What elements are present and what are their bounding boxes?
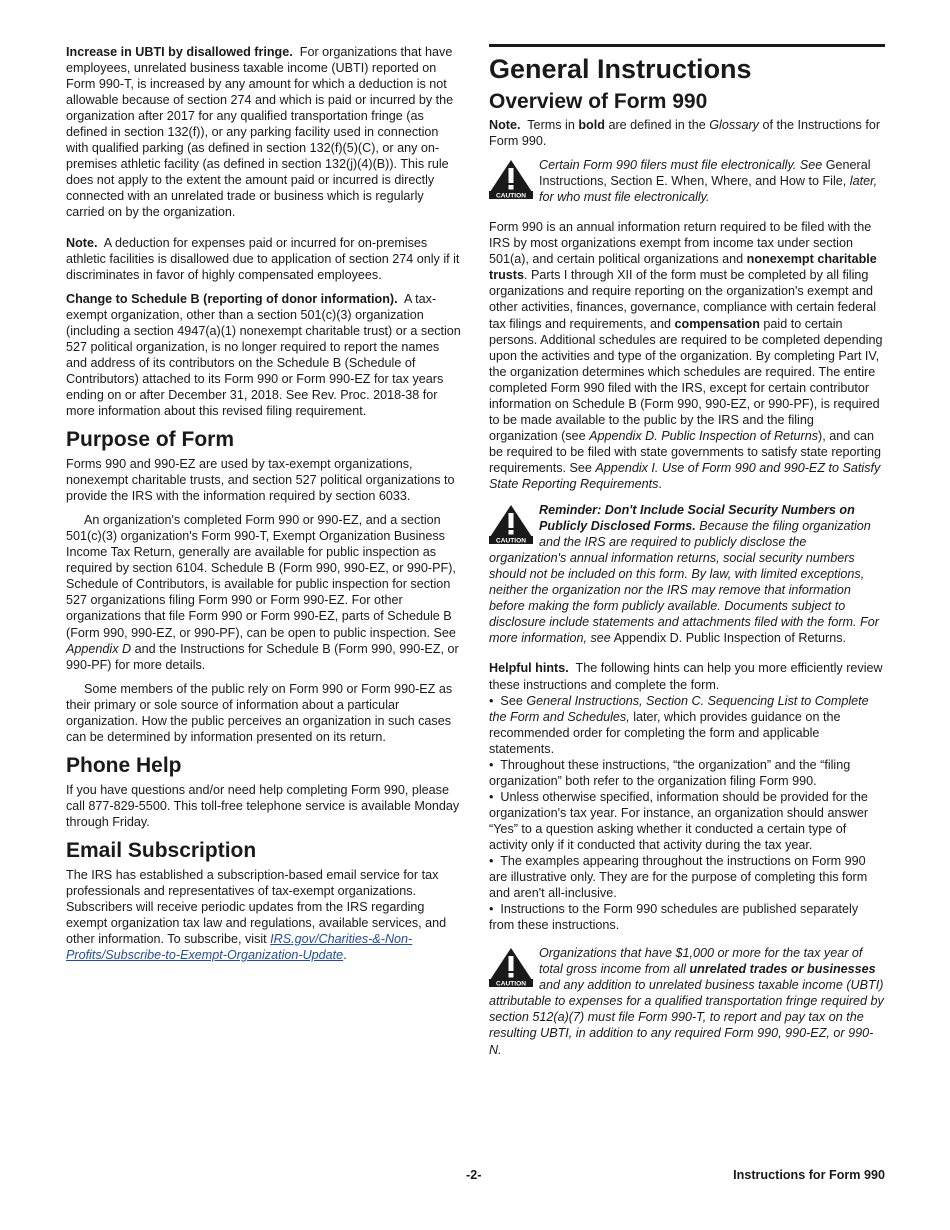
- caution-icon: [489, 159, 533, 199]
- ubti-paragraph: [66, 44, 462, 221]
- page-number: -2-: [466, 1168, 482, 1182]
- left-column: [66, 44, 462, 971]
- purpose-p2: An organization's completed Form 990 or 990-EZ, and a section 501(c)(3) organization's Form 990-T, Exempt Organization Business Income Tax Return, generally are available for public inspection as required by section 6104. Schedule B (Form 990, 990-EZ, or 990-PF), Schedule of Contributors, is available for public inspection for section 527 organizations filing Form 990 or Form 990-EZ. For other organizations that file Form 990 or Form 990-EZ, parts of Schedule B (Form 990, 990-EZ, or 990-PF), can be open to public inspection. See Appendix D and the Instructions for Schedule B (Form 990, 990-EZ, or 990-PF) for more details.: [66, 513, 459, 672]
- ubti-body: For organizations that have employees, unrelated business taxable income (UBTI) reported on Form 990-T, is increased by any amount for which a deduction is not allowable because of section 274 and which is paid or incurred by the organization after 2017 for any qualified transportation fringe (as defined in section 132(f)), or any parking facility used in connection with qualified parking (as defined in section 132(f)(5)(C), or any on-premises athletic facility (as defined in section 132(j)(4)(B)). This rule does not apply to the extent the amount paid or incurred is directly connected with an unrelated trade or business which is regularly carried on by the organization.: [66, 45, 454, 220]
- overview-heading: Overview of Form 990: [489, 90, 708, 113]
- hint-bullet: • The examples appearing throughout the instructions on Form 990 are illustrative only. They are for the purpose of completing this form and aren't all-inclusive.: [489, 854, 868, 901]
- purpose-p3: Some members of the public rely on Form 990 or Form 990-EZ as their primary or sole source of information about a particular organization. How the public perceives an organization in such cases can be determined by information presented on its return.: [66, 681, 453, 744]
- hint-bullet: • Throughout these instructions, “the organization” and the “filing organization” both refer to the organization filing Form 990.: [489, 757, 851, 788]
- phone-heading: Phone Help: [66, 753, 182, 777]
- note-body: A deduction for expenses paid or incurred for on-premises athletic facilities is disallowed due to application of section 274 only if it discriminates in favor of highly compensated employees.: [66, 235, 460, 282]
- schedule-b-body: A tax-exempt organization, other than a section 501(c)(3) organization (including a section 4947(a)(1) nonexempt charitable trust) or a section 527 political organization, is no longer required to report the names and address of its contributors on the Schedule B (Schedule of Contributors) attached to its Form 990 or Form 990-EZ for tax years ending on or after December 31, 2018. See Rev. Proc. 2018-38 for more information about this revised filing requirement.: [66, 291, 461, 418]
- caution-ssn-reminder: CAUTION Reminder: Don't Include Social Security Numbers on Publicly Disclosed Forms. Because the filing organization and the IRS are required to publicly disclose the organization's annual information returns, social security numbers should not be included on this form. By law, with limited exceptions, neither the organization nor the IRS may remove that information before making the form publicly available. Documents subject to disclosure include statements and attachments filed with the form. For more information, see Appendix D. Public Inspection of Returns.: [489, 503, 879, 646]
- ubti-lead: Increase in UBTI by disallowed fringe.: [66, 45, 293, 59]
- overview-note: Note. Terms in bold are defined in the Glossary of the Instructions for Form 990.: [489, 118, 881, 149]
- general-instructions-title: General Instructions: [489, 54, 752, 84]
- email-heading: Email Subscription: [66, 838, 257, 862]
- svg-text:CAUTION: CAUTION: [495, 537, 527, 545]
- hint-bullet: • Instructions to the Form 990 schedules are published separately from these instructions.: [489, 902, 859, 933]
- caution-ubti-filing: CAUTION Organizations that have $1,000 or more for the tax year of total gross income from all unrelated trades or businesses and any addition to unrelated business taxable income (UBTI) attributable to expenses for a qualified transportation fringe required by section 512(a)(7) must file Form 990-T, to report and pay tax on the resulting UBTI, in addition to any required Form 990, 990-EZ, or 990-N.: [489, 946, 884, 1057]
- schedule-b-paragraph: [66, 291, 462, 419]
- svg-text:CAUTION: CAUTION: [495, 192, 527, 200]
- caution-icon: [489, 947, 533, 987]
- subscribe-link[interactable]: IRS.gov/Charities-&-Non-Profits/Subscribe-to-Exempt-Organization-Update: [66, 932, 413, 963]
- hint-bullet: • See General Instructions, Section C. Sequencing List to Complete the Form and Schedules, later, which provides guidance on the recommended order for completing the form and applicable statements.: [489, 693, 869, 756]
- schedule-b-lead: Change to Schedule B (reporting of donor information).: [66, 291, 398, 306]
- note-paragraph: [66, 235, 462, 283]
- overview-main-paragraph: Form 990 is an annual information return required to be filed with the IRS by most organizations exempt from income tax under section 501(a), and certain political organizations and nonexempt charitable trusts. Parts I through XII of the form must be completed by all filing organizations and require reporting on the organization's exempt and other activities, finances, governance, compliance with certain federal tax filings and requirements, and compensation paid to certain persons. Additional schedules are required to be completed depending upon the activities and type of the organization. By completing Part IV, the organization determines which schedules are required. The entire completed Form 990 filed with the IRS, except for certain contributor information on Schedule B (Form 990, 990-EZ, or 990-PF), is required to be made available to the public by the IRS and the filing organization (see Appendix D. Public Inspection of Returns), and can be required to be filed with state governments to satisfy state reporting requirements. See Appendix I. Use of Form 990 and 990-EZ to Satisfy State Reporting Requirements.: [489, 220, 883, 491]
- caution-electronic-filing: CAUTION Certain Form 990 filers must file electronically. See General Instructions, Section E. When, Where, and How to File, later, for who must file electronically.: [489, 157, 885, 205]
- hint-bullet: • Unless otherwise specified, information should be provided for the organization's tax year. For instance, an organization should answer “Yes” to a question asking whether it conducted a certain type of activity only if it conducted that activity during the tax year.: [489, 789, 869, 852]
- email-body: The IRS has established a subscription-based email service for tax professionals and representatives of tax-exempt organizations. Subscribers will receive periodic updates from the IRS regarding exempt organization tax law and regulations, available services, and other information. To subscribe, visit IRS.gov/Charities-&-Non-Profits/Subscribe-to-Exempt-Organization-Update.: [66, 867, 447, 963]
- footer-form-title: Instructions for Form 990: [733, 1168, 885, 1182]
- purpose-p1: Forms 990 and 990-EZ are used by tax-exempt organizations, nonexempt charitable trusts, and section 527 political organizations to provide the IRS with the information required by section 6033.: [66, 457, 455, 504]
- phone-body: If you have questions and/or need help completing Form 990, please call 877-829-5500. This toll-free telephone service is available Monday through Friday.: [66, 782, 460, 829]
- svg-text:CAUTION: CAUTION: [495, 980, 527, 988]
- caution-icon: [489, 504, 533, 544]
- purpose-heading: Purpose of Form: [66, 428, 235, 452]
- right-column: [489, 47, 885, 1070]
- note-lead: Note.: [66, 235, 98, 250]
- helpful-hints-intro: Helpful hints. The following hints can help you more efficiently review these instructions and complete the form.: [489, 661, 883, 692]
